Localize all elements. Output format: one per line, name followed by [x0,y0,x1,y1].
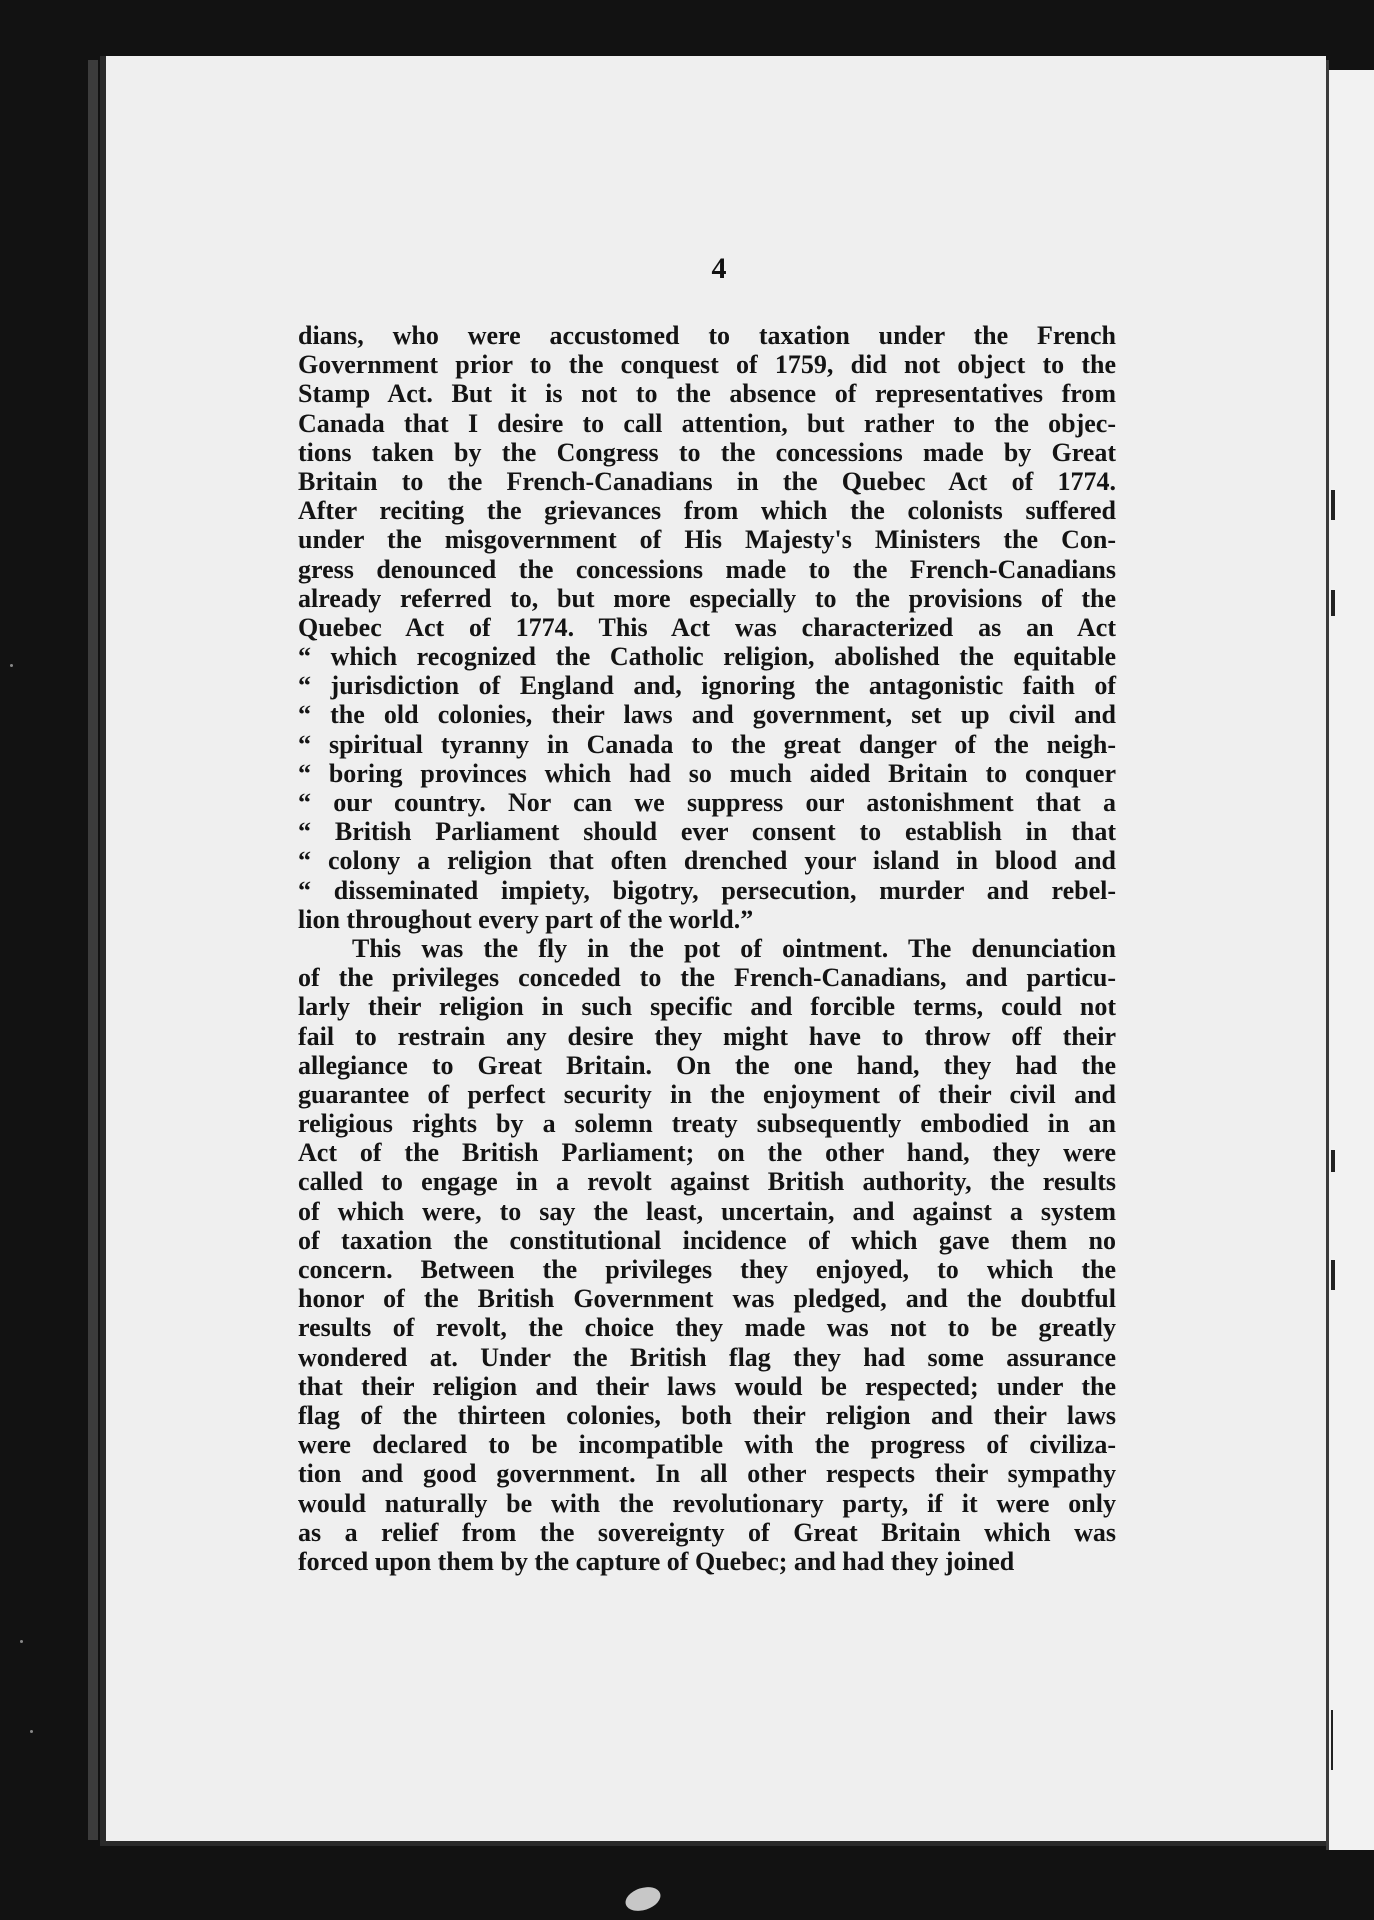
book-page [100,56,1326,1846]
text-line: “ British Parliament should ever consent to establish in that [298,817,1116,847]
text-line: Act of the British Parliament; on the other hand, they were [298,1138,1116,1168]
text-line: under the misgovernment of His Majesty's Ministers the Con- [298,525,1116,555]
text-line: of which were, to say the least, uncertain, and against a system [298,1196,1116,1226]
text-line: “ the old colonies, their laws and government, set up civil and [298,700,1116,730]
text-line: called to engage in a revolt against British authority, the results [298,1167,1116,1197]
text-line: would naturally be with the revolutionary party, if it were only [298,1488,1116,1518]
text-line: flag of the thirteen colonies, both their religion and their laws [298,1400,1116,1430]
text-line: Canada that I desire to call attention, but rather to the objec- [298,408,1116,438]
facing-page-mark [1331,1260,1335,1290]
text-line: This was the fly in the pot of ointment. The denunciation [352,933,1116,963]
text-line: After reciting the grievances from which the colonists suffered [298,496,1116,526]
scan-speck [20,1640,23,1643]
text-line: of taxation the constitutional incidence of which gave them no [298,1225,1116,1255]
scan-speck [30,1730,33,1733]
text-line: Government prior to the conquest of 1759, did not object to the [298,350,1116,380]
text-line: religious rights by a solemn treaty subsequently embodied in an [298,1109,1116,1139]
page-number: 4 [711,252,727,285]
text-line: forced upon them by the capture of Quebec; and had they joined [298,1546,1015,1576]
text-line: Britain to the French-Canadians in the Quebec Act of 1774. [298,466,1116,496]
text-line: “ boring provinces which had so much aided Britain to conquer [298,758,1116,788]
text-line: fail to restrain any desire they might have to throw off their [298,1021,1116,1051]
text-line: gress denounced the concessions made to the French-Canadians [298,554,1116,584]
scan-smudge [622,1883,663,1915]
scan-speck [10,664,13,667]
facing-page-mark [1331,490,1335,520]
text-line: were declared to be incompatible with the progress of civiliza- [298,1430,1116,1460]
facing-page-mark [1331,590,1335,616]
text-line: “ jurisdiction of England and, ignoring the antagonistic faith of [298,671,1116,701]
text-line: already referred to, but more especially to the provisions of the [298,583,1116,613]
text-line: honor of the British Government was pledged, and the doubtful [298,1284,1116,1314]
text-line: Stamp Act. But it is not to the absence of representatives from [298,379,1116,409]
text-line: dians, who were accustomed to taxation under the French [298,321,1116,350]
text-line: Quebec Act of 1774. This Act was characterized as an Act [298,612,1116,642]
text-line: tion and good government. In all other respects their sympathy [298,1459,1116,1489]
text-line: wondered at. Under the British flag they had some assurance [298,1342,1116,1372]
text-line: “ spiritual tyranny in Canada to the great danger of the neigh- [298,729,1116,759]
text-line: concern. Between the privileges they enjoyed, to which the [298,1255,1116,1284]
text-line: larly their religion in such specific and forcible terms, could not [298,992,1116,1022]
text-line: “ our country. Nor can we suppress our astonishment that a [298,788,1116,817]
facing-page-mark [1331,1710,1333,1770]
text-line: allegiance to Great Britain. On the one hand, they had the [298,1050,1116,1080]
page-body-text [298,321,1116,1576]
text-line: of the privileges conceded to the French-Canadians, and particu- [298,963,1116,993]
text-line: “ disseminated impiety, bigotry, persecution, murder and rebel- [298,875,1116,905]
text-line: “ which recognized the Catholic religion, abolished the equitable [298,642,1116,672]
text-line: results of revolt, the choice they made was not to be greatly [298,1313,1116,1343]
text-line: as a relief from the sovereignty of Great Britain which was [298,1517,1116,1547]
facing-page-edge [1329,70,1374,1850]
text-line: tions taken by the Congress to the concessions made by Great [298,437,1116,467]
book-gutter-shadow [88,60,98,1840]
text-line: that their religion and their laws would be respected; under the [298,1371,1116,1401]
facing-page-mark [1331,1150,1335,1172]
text-line: lion throughout every part of the world.” [298,904,754,934]
text-line: “ colony a religion that often drenched your island in blood and [298,846,1116,876]
text-line: guarantee of perfect security in the enjoyment of their civil and [298,1079,1116,1109]
